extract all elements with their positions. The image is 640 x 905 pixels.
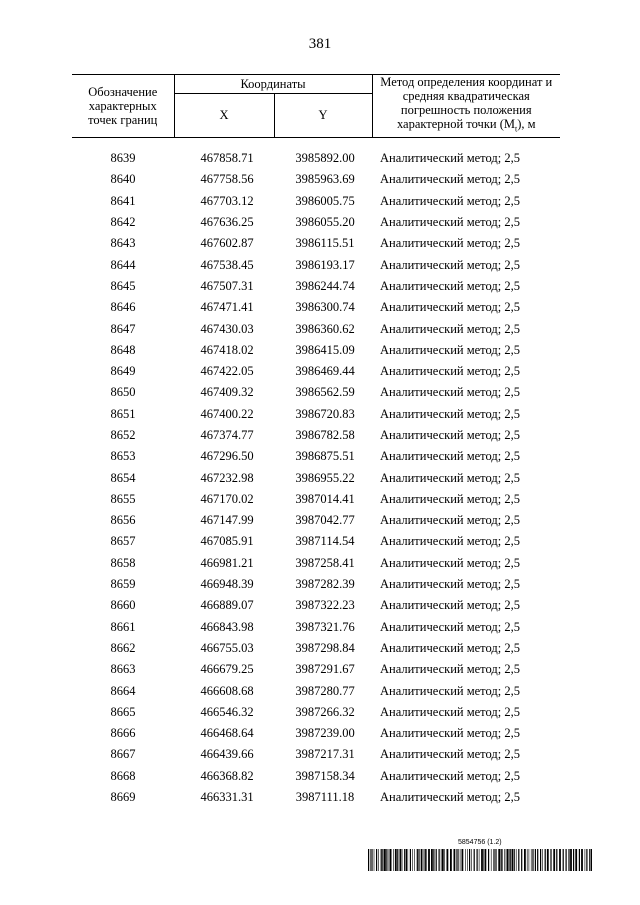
y-cell: 3987114.54 — [295, 534, 355, 549]
x-cell: 466755.03 — [200, 640, 254, 655]
table-row — [72, 212, 560, 233]
method-cell: Аналитический метод; 2,5 — [380, 428, 520, 442]
x-cell: 467858.71 — [200, 151, 254, 166]
table-row — [72, 766, 560, 787]
point-cell: 8647 — [110, 321, 136, 336]
y-cell: 3987239.00 — [295, 726, 355, 741]
table-row — [72, 574, 560, 595]
method-cell: Аналитический метод; 2,5 — [380, 342, 520, 357]
x-cell: 466468.64 — [200, 726, 254, 741]
x-cell: 466331.31 — [200, 790, 254, 805]
method-cell: Аналитический метод; 2,5 — [380, 704, 520, 719]
point-cell: 8653 — [110, 449, 136, 464]
table-row — [72, 446, 560, 467]
point-cell: 8650 — [110, 385, 136, 400]
method-cell: Аналитический метод; 2,5 — [380, 257, 520, 272]
table-row — [72, 723, 560, 744]
x-cell: 466608.68 — [200, 683, 254, 698]
method-cell: Аналитический метод; 2,5 — [380, 470, 520, 485]
method-cell: Аналитический метод; 2,5 — [380, 236, 520, 251]
x-cell: 467170.02 — [200, 491, 254, 506]
y-cell: 3986244.74 — [295, 278, 355, 293]
method-cell: Аналитический метод; 2,5 — [380, 321, 520, 336]
point-cell: 8665 — [110, 704, 136, 719]
method-cell: Аналитический метод; 2,5 — [380, 726, 520, 741]
y-cell: 3986055.20 — [295, 215, 355, 230]
y-cell: 3986193.17 — [295, 257, 355, 272]
table-row — [72, 489, 560, 510]
point-cell: 8646 — [110, 300, 136, 315]
table-row — [72, 595, 560, 616]
x-cell: 466889.07 — [200, 598, 254, 613]
y-cell: 3987298.84 — [295, 640, 355, 655]
y-cell: 3987014.41 — [295, 491, 355, 506]
point-cell: 8661 — [110, 619, 136, 634]
method-cell: Аналитический метод; 2,5 — [380, 300, 520, 315]
table-row — [72, 553, 560, 574]
point-cell: 8656 — [110, 513, 136, 528]
y-cell: 3987322.23 — [295, 598, 355, 613]
x-cell: 467418.02 — [200, 342, 254, 357]
y-cell: 3987321.76 — [295, 619, 355, 634]
table-row — [72, 510, 560, 531]
x-cell: 466368.82 — [200, 768, 254, 783]
y-cell: 3985963.69 — [295, 172, 355, 187]
y-cell: 3986782.58 — [295, 428, 355, 442]
method-cell: Аналитический метод; 2,5 — [380, 555, 520, 570]
table-row — [72, 169, 560, 190]
x-cell: 467400.22 — [200, 406, 254, 421]
header-method-sub: t — [514, 124, 518, 134]
x-cell: 467430.03 — [200, 321, 254, 336]
x-cell: 467636.25 — [200, 215, 254, 230]
point-cell: 8662 — [110, 640, 136, 655]
method-cell: Аналитический метод; 2,5 — [380, 534, 520, 549]
x-cell: 467507.31 — [200, 278, 254, 293]
table-header — [72, 74, 560, 138]
x-cell: 466546.32 — [200, 704, 254, 719]
method-cell: Аналитический метод; 2,5 — [380, 406, 520, 421]
method-cell: Аналитический метод; 2,5 — [380, 385, 520, 400]
method-cell: Аналитический метод; 2,5 — [380, 577, 520, 592]
table-body — [72, 148, 560, 808]
y-cell: 3986360.62 — [295, 321, 355, 336]
method-cell: Аналитический метод; 2,5 — [380, 278, 520, 293]
header-method-end: ), м — [517, 117, 536, 131]
point-cell: 8657 — [110, 534, 136, 549]
x-cell: 467232.98 — [200, 470, 254, 485]
point-cell: 8654 — [110, 470, 136, 485]
point-cell: 8669 — [110, 790, 136, 805]
x-cell: 467471.41 — [200, 300, 254, 315]
method-cell: Аналитический метод; 2,5 — [380, 215, 520, 230]
x-cell: 467147.99 — [200, 513, 254, 528]
table-row — [72, 425, 560, 446]
x-cell: 466948.39 — [200, 577, 254, 592]
y-cell: 3987158.34 — [295, 768, 355, 783]
point-cell: 8645 — [110, 278, 136, 293]
y-cell: 3986720.83 — [295, 406, 355, 421]
y-cell: 3986562.59 — [295, 385, 355, 400]
header-method-main: Метод определения координат и средняя квадратическая погрешность положения характерной точки (M — [380, 75, 553, 131]
point-cell: 8648 — [110, 342, 136, 357]
point-cell: 8668 — [110, 768, 136, 783]
y-cell: 3987258.41 — [295, 555, 355, 570]
y-cell: 3987291.67 — [295, 662, 355, 677]
x-cell: 467602.87 — [200, 236, 254, 251]
method-cell: Аналитический метод; 2,5 — [380, 193, 520, 208]
point-cell: 8658 — [110, 555, 136, 570]
point-cell: 8643 — [110, 236, 136, 251]
y-cell: 3986875.51 — [295, 449, 355, 464]
y-cell: 3986955.22 — [295, 470, 355, 485]
table-row — [72, 744, 560, 765]
x-cell: 466679.25 — [200, 662, 254, 677]
method-cell: Аналитический метод; 2,5 — [380, 172, 520, 187]
table-row — [72, 382, 560, 403]
y-cell: 3987266.32 — [295, 704, 355, 719]
table-row — [72, 467, 560, 488]
barcode-image — [368, 849, 592, 871]
table-row — [72, 233, 560, 254]
header-coordinates-label: Координаты — [174, 75, 372, 94]
method-cell: Аналитический метод; 2,5 — [380, 598, 520, 613]
table-row — [72, 361, 560, 382]
method-cell: Аналитический метод; 2,5 — [380, 151, 520, 166]
point-cell: 8651 — [110, 406, 136, 421]
x-cell: 466439.66 — [200, 747, 254, 762]
table-row — [72, 191, 560, 212]
x-cell: 467422.05 — [200, 364, 254, 379]
method-cell: Аналитический метод; 2,5 — [380, 364, 520, 379]
table-row — [72, 787, 560, 808]
header-method-label — [372, 75, 560, 138]
method-cell: Аналитический метод; 2,5 — [380, 662, 520, 677]
point-cell: 8655 — [110, 491, 136, 506]
y-cell: 3985892.00 — [295, 151, 355, 166]
method-cell: Аналитический метод; 2,5 — [380, 491, 520, 506]
x-cell: 466981.21 — [200, 555, 254, 570]
point-cell: 8641 — [110, 193, 136, 208]
table-row — [72, 531, 560, 552]
x-cell: 467409.32 — [200, 385, 254, 400]
header-x-label: X — [174, 94, 274, 137]
table-row — [72, 680, 560, 701]
point-cell: 8664 — [110, 683, 136, 698]
y-cell: 3987280.77 — [295, 683, 355, 698]
y-cell: 3986115.51 — [295, 236, 355, 251]
point-cell: 8660 — [110, 598, 136, 613]
x-cell: 467703.12 — [200, 193, 254, 208]
method-cell: Аналитический метод; 2,5 — [380, 449, 520, 464]
y-cell: 3987042.77 — [295, 513, 355, 528]
table-row — [72, 702, 560, 723]
point-cell: 8652 — [110, 428, 136, 442]
header-y-label: Y — [274, 94, 372, 137]
y-cell: 3987282.39 — [295, 577, 355, 592]
method-cell: Аналитический метод; 2,5 — [380, 768, 520, 783]
point-cell: 8644 — [110, 257, 136, 272]
y-cell: 3986415.09 — [295, 342, 355, 357]
table-row — [72, 340, 560, 361]
y-cell: 3987111.18 — [295, 790, 355, 805]
x-cell: 467296.50 — [200, 449, 254, 464]
point-cell: 8649 — [110, 364, 136, 379]
table-row — [72, 276, 560, 297]
table-row — [72, 254, 560, 275]
point-cell: 8642 — [110, 215, 136, 230]
point-cell: 8667 — [110, 747, 136, 762]
point-cell: 8640 — [110, 172, 136, 187]
table-row — [72, 659, 560, 680]
method-cell: Аналитический метод; 2,5 — [380, 513, 520, 528]
page-number: 381 — [308, 36, 332, 52]
x-cell: 467085.91 — [200, 534, 254, 549]
table-row — [72, 297, 560, 318]
table-row — [72, 404, 560, 425]
x-cell: 467538.45 — [200, 257, 254, 272]
y-cell: 3986469.44 — [295, 364, 355, 379]
point-cell: 8666 — [110, 726, 136, 741]
y-cell: 3987217.31 — [295, 747, 355, 762]
barcode-label: 5854756 (1.2) — [458, 839, 502, 846]
method-cell: Аналитический метод; 2,5 — [380, 790, 520, 805]
method-cell: Аналитический метод; 2,5 — [380, 683, 520, 698]
table-row — [72, 148, 560, 169]
table-row — [72, 318, 560, 339]
x-cell: 467374.77 — [200, 428, 254, 442]
x-cell: 466843.98 — [200, 619, 254, 634]
header-point-label: Обозначение характерных точек границ — [72, 75, 174, 138]
point-cell: 8659 — [110, 577, 136, 592]
point-cell: 8639 — [110, 151, 136, 166]
y-cell: 3986005.75 — [295, 193, 355, 208]
table-row — [72, 617, 560, 638]
table-row — [72, 638, 560, 659]
point-cell: 8663 — [110, 662, 136, 677]
x-cell: 467758.56 — [200, 172, 254, 187]
method-cell: Аналитический метод; 2,5 — [380, 640, 520, 655]
method-cell: Аналитический метод; 2,5 — [380, 747, 520, 762]
y-cell: 3986300.74 — [295, 300, 355, 315]
method-cell: Аналитический метод; 2,5 — [380, 619, 520, 634]
